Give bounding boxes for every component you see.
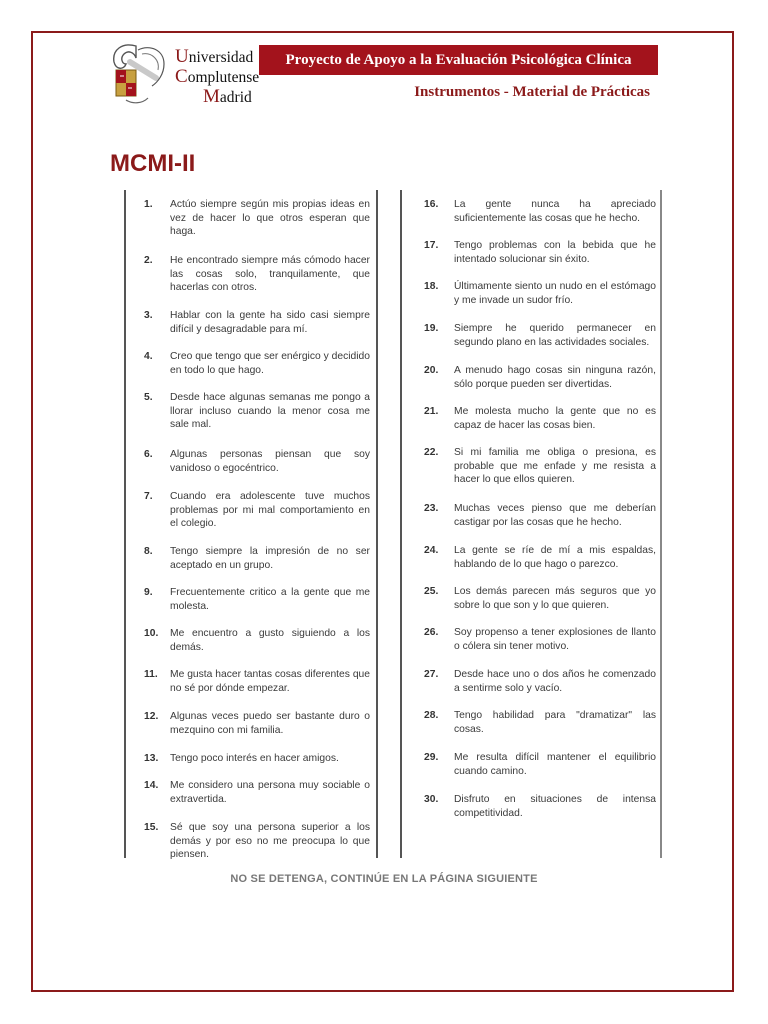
item-number: 13. <box>144 753 159 764</box>
item-number: 1. <box>144 199 153 210</box>
page-subtitle: Instrumentos - Material de Prácticas <box>414 84 650 100</box>
item-number: 2. <box>144 255 153 266</box>
item-number: 19. <box>424 323 439 334</box>
item-text: Frecuentemente critico a la gente que me molesta. <box>170 587 370 612</box>
project-banner: Proyecto de Apoyo a la Evaluación Psicológica Clínica <box>259 45 658 75</box>
item-text: Creo que tengo que ser enérgico y decidido en todo lo que hago. <box>170 351 370 376</box>
item-number: 11. <box>144 669 158 680</box>
item-text: Disfruto en situaciones de intensa competitividad. <box>454 794 656 819</box>
item-number: 26. <box>424 627 439 638</box>
item-text: He encontrado siempre más cómodo hacer las cosas solo, tranquilamente, que hacerlas con otros. <box>170 255 370 293</box>
item-number: 14. <box>144 780 159 791</box>
item-number: 28. <box>424 710 439 721</box>
item-number: 17. <box>424 240 439 251</box>
item-text: Soy propenso a tener explosiones de llanto o cólera sin tener motivo. <box>454 627 656 652</box>
item-number: 25. <box>424 586 439 597</box>
item-number: 5. <box>144 392 153 403</box>
item-text: Cuando era adolescente tuve muchos problemas por mi mal comportamiento en el colegio. <box>170 491 370 529</box>
item-text: Tengo problemas con la bebida que he intentado solucionar sin éxito. <box>454 240 656 265</box>
items-column-left <box>124 190 378 858</box>
item-number: 29. <box>424 752 439 763</box>
item-text: Algunas personas piensan que soy vanidoso o egocéntrico. <box>170 449 370 474</box>
item-text: Los demás parecen más seguros que yo sobre lo que son y lo que quieren. <box>454 586 656 611</box>
item-number: 6. <box>144 449 153 460</box>
item-text: Algunas veces puedo ser bastante duro o mezquino con mi familia. <box>170 711 370 736</box>
item-text: Siempre he querido permanecer en segundo plano en las actividades sociales. <box>454 323 656 348</box>
item-text: Tengo poco interés en hacer amigos. <box>170 753 339 764</box>
university-line-1-initial: U <box>175 46 189 67</box>
item-text: Actúo siempre según mis propias ideas en vez de hacer lo que otros esperan que haga. <box>170 199 370 237</box>
item-text: Me resulta difícil mantener el equilibrio cuando camino. <box>454 752 656 777</box>
item-text: Muchas veces pienso que me deberían castigar por las cosas que he hecho. <box>454 503 656 528</box>
item-number: 3. <box>144 310 153 321</box>
university-line-1: niversidad <box>188 49 254 66</box>
item-number: 10. <box>144 628 159 639</box>
item-text: Desde hace algunas semanas me pongo a llorar incluso cuando la menor cosa me sale mal. <box>170 392 370 430</box>
item-number: 9. <box>144 587 153 598</box>
university-name <box>175 47 259 107</box>
item-number: 30. <box>424 794 439 805</box>
item-number: 21. <box>424 406 439 417</box>
item-number: 22. <box>424 447 439 458</box>
item-number: 18. <box>424 281 439 292</box>
item-text: Tengo habilidad para "dramatizar" las cosas. <box>454 710 656 735</box>
page-title: MCMI-II <box>110 150 196 177</box>
item-text: Si mi familia me obliga o presiona, es probable que me enfade y me resista a hacer lo que ellos quieren. <box>454 447 656 485</box>
item-number: 23. <box>424 503 439 514</box>
items-column-right <box>400 190 662 858</box>
item-text: Me considero una persona muy sociable o extravertida. <box>170 780 370 805</box>
item-number: 15. <box>144 822 159 833</box>
item-number: 27. <box>424 669 439 680</box>
item-text: Me gusta hacer tantas cosas diferentes que no sé por dónde empezar. <box>170 669 370 694</box>
item-text: Me encuentro a gusto siguiendo a los demás. <box>170 628 370 653</box>
item-text: A menudo hago cosas sin ninguna razón, sólo porque pueden ser divertidas. <box>454 365 656 390</box>
item-number: 12. <box>144 711 159 722</box>
item-number: 7. <box>144 491 153 502</box>
item-text: La gente se ríe de mí a mis espaldas, hablando de lo que hago o parezco. <box>454 545 656 570</box>
item-text: Desde hace uno o dos años he comenzado a sentirme solo y vacío. <box>454 669 656 694</box>
item-text: Hablar con la gente ha sido casi siempre difícil y desagradable para mí. <box>170 310 370 335</box>
item-text: Últimamente siento un nudo en el estómago y me invade un sudor frío. <box>454 281 656 306</box>
item-number: 16. <box>424 199 439 210</box>
item-text: Sé que soy una persona superior a los demás y por eso no me preocupa lo que piensen. <box>170 822 370 860</box>
item-number: 24. <box>424 545 439 556</box>
university-line-2-initial: C <box>175 66 188 87</box>
university-crest-logo <box>106 40 168 106</box>
item-number: 20. <box>424 365 439 376</box>
item-text: Me molesta mucho la gente que no es capaz de hacer las cosas bien. <box>454 406 656 431</box>
university-line-3-initial: M <box>203 86 220 107</box>
continue-notice: NO SE DETENGA, CONTINÚE EN LA PÁGINA SIGUIENTE <box>230 873 538 885</box>
university-line-3: adrid <box>219 89 252 106</box>
item-text: La gente nunca ha apreciado suficientemente las cosas que he hecho. <box>454 199 656 224</box>
item-number: 4. <box>144 351 153 362</box>
item-text: Tengo siempre la impresión de no ser aceptado en un grupo. <box>170 546 370 571</box>
item-number: 8. <box>144 546 153 557</box>
university-line-2: omplutense <box>187 69 260 86</box>
